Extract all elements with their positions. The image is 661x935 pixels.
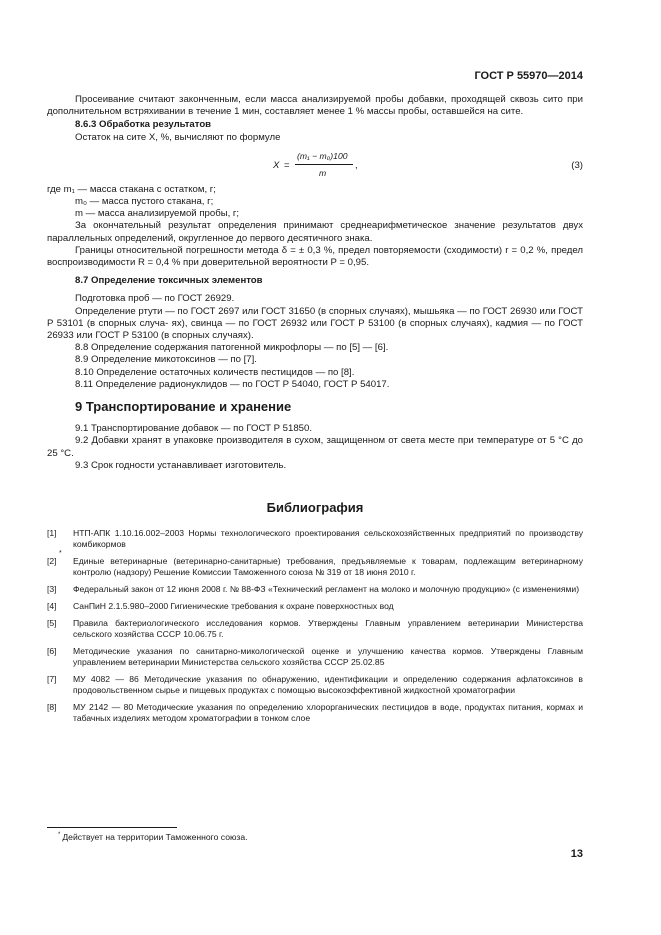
section-8-9: 8.9 Определение микотоксинов — по [7].	[75, 354, 257, 366]
formula-lhs: X	[273, 159, 280, 171]
bib-text: Методические указания по санитарно-микологической оценке и улучшению качества кормов. Утверждены Главным управлением ветеринарии Министерства сельского хозяйства СССР 25.02.85	[73, 646, 583, 668]
formula-numerator: (m₁ − m₀)100	[297, 150, 348, 161]
bib-text: Федеральный закон от 12 июня 2008 г. № 88-ФЗ «Технический регламент на молоко и молочную продукцию» (с изменениями)	[73, 584, 580, 595]
bibliography-title: Библиография	[266, 500, 364, 516]
bib-item	[47, 584, 583, 595]
bib-number: [2]	[47, 556, 57, 567]
bib-text: Правила бактериологического исследования кормов. Утверждены Главным управлением ветеринарии Министерства сельского хозяйства СССР 10.06.75 г.	[73, 618, 583, 640]
section-8-8: 8.8 Определение содержания патогенной микрофлоры — по [5] — [6].	[75, 342, 389, 354]
bibliography-list	[47, 528, 583, 724]
page-content	[47, 94, 583, 730]
toxic-elements-paragraph: Определение ртути — по ГОСТ 2697 или ГОСТ 31650 (в спорных случаях), мышьяка — по ГОСТ 26930 или ГОСТ Р 53101 (в спорных случа- ях), свинца — по ГОСТ 26932 или ГОСТ Р 53100 (в спорных случаях), кадмия — по ГОСТ 26933 или ГОСТ Р 53100 (в спорных случаях).	[47, 305, 583, 342]
section-8-7-title: 8.7 Определение токсичных элементов	[75, 275, 263, 287]
bib-text: НТП-АПК 1.10.16.002–2003 Нормы технологического проектирования сельскохозяйственных предприятий по производству комбикормов	[73, 528, 583, 550]
bib-number: [7]	[47, 674, 57, 685]
section-9-title: 9 Транспортирование и хранение	[75, 399, 292, 415]
where-line-3: m — масса анализируемой пробы, г;	[75, 208, 240, 220]
bib-item	[47, 528, 583, 550]
formula-comma: ,	[355, 159, 358, 171]
section-9-3: 9.3 Срок годности устанавливает изготовитель.	[75, 459, 287, 471]
fraction-bar	[295, 164, 353, 165]
bib-text: МУ 2142 — 80 Методические указания по определению хлорорганических пестицидов в воде, продуктах питания, кормах и табачных изделиях методом хроматографии в тонком слое	[73, 702, 583, 724]
formula-equals: =	[284, 159, 290, 171]
footnote-mark: *	[58, 832, 61, 838]
footnote-mark: *	[59, 550, 62, 558]
section-8-6-3-title: 8.6.3 Обработка результатов	[75, 119, 212, 131]
bib-text: Единые ветеринарные (ветеринарно-санитарные) требования, предъявляемые к товарам, подлежащим ветеринарному контролю (надзору) Решение Комиссии Таможенного союза № 319 от 18 июня 2010 г.	[73, 556, 583, 578]
bib-item	[47, 618, 583, 640]
standard-header: ГОСТ Р 55970—2014	[474, 70, 583, 82]
bib-number: [6]	[47, 646, 57, 657]
bib-item	[47, 550, 583, 578]
footnote	[58, 832, 248, 842]
bib-number: [4]	[47, 601, 57, 612]
footnote-text: Действует на территории Таможенного союза.	[62, 832, 248, 842]
formula-3	[47, 148, 583, 184]
section-8-11: 8.11 Определение радионуклидов — по ГОСТ Р 54040, ГОСТ Р 54017.	[75, 378, 390, 390]
bib-item	[47, 601, 583, 612]
bib-number: [8]	[47, 702, 57, 713]
bib-item	[47, 674, 583, 696]
bib-item	[47, 702, 583, 724]
section-9-1: 9.1 Транспортирование добавок — по ГОСТ Р 51850.	[75, 423, 312, 435]
sample-prep-paragraph: Подготовка проб — по ГОСТ 26929.	[75, 293, 235, 305]
error-bounds-paragraph: Границы относительной погрешности метода δ = ± 0,3 %, предел повторяемости (сходимости) r = 0,2 %, предел воспроизводимости R = 0,4 % при доверительной вероятности P = 0,95.	[47, 244, 583, 269]
formula-intro: Остаток на сите X, %, вычисляют по формуле	[75, 131, 281, 143]
bib-number: [5]	[47, 618, 57, 629]
footnote-rule	[47, 827, 177, 828]
bib-number: [3]	[47, 584, 57, 595]
section-9-2: 9.2 Добавки хранят в упаковке производителя в сухом, защищенном от света месте при температуре от 5 °С до 25 °С.	[47, 435, 583, 459]
where-line-2: m₀ — масса пустого стакана, г;	[75, 196, 214, 208]
bib-text: СанПиН 2.1.5.980–2000 Гигиенические требования к охране поверхностных вод	[73, 601, 394, 612]
bib-text: МУ 4082 — 86 Методические указания по обнаружению, идентификации и определению содержания афлатоксинов в продовольственном сырье и пищевых продуктах с помощью высокоэффективной жидкостной хроматографии	[73, 674, 583, 696]
formula-denominator: m	[319, 167, 327, 178]
bib-number: [1]	[47, 528, 57, 539]
page-number: 13	[570, 848, 583, 860]
where-line-1: где m₁ — масса стакана с остатком, г;	[47, 183, 216, 195]
final-result-paragraph: За окончательный результат определения принимают среднеарифметическое значение результатов двух параллельных определений, округленное до первого десятичного знака.	[47, 220, 583, 244]
bib-item	[47, 646, 583, 668]
sieve-paragraph: Просеивание считают законченным, если масса анализируемой пробы добавки, проходящей сквозь сито при дополнительном встряхивании в течение 1 мин, составляет менее 1 % массы пробы, оставшейся на сите.	[47, 94, 583, 118]
section-8-10: 8.10 Определение остаточных количеств пестицидов — по [8].	[75, 366, 355, 378]
formula-number: (3)	[571, 159, 583, 171]
